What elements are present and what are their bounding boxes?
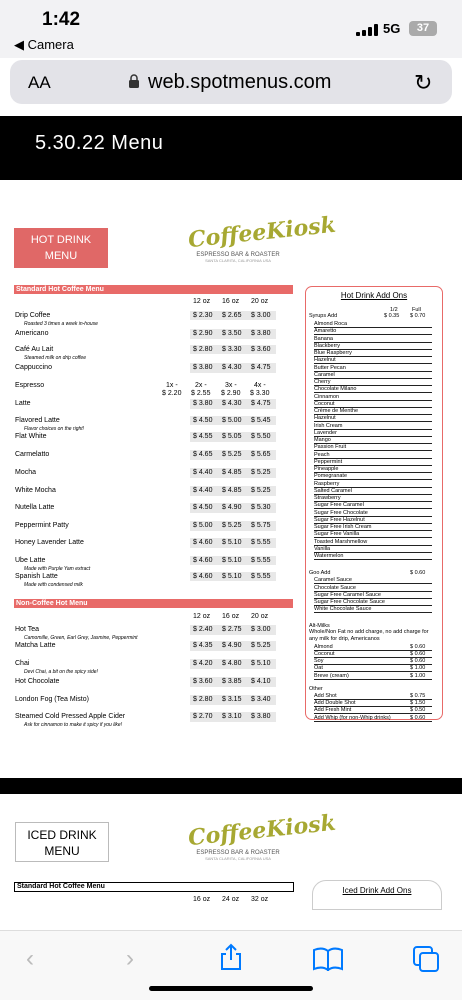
- menu-item-name: Steamed Cold Pressed Apple Cider: [15, 713, 126, 720]
- menu-item-note: Camomille, Green, Earl Grey, Jasmine, Peppermint: [24, 635, 138, 641]
- menu-item-price: $ 2.90: [193, 330, 213, 337]
- iced-drink-menu-label: ICED DRINK MENU: [15, 822, 109, 862]
- menu-item-price: $ 2.65: [222, 312, 242, 319]
- espresso-price: $ 3.30: [250, 390, 270, 397]
- menu-item-price: $ 5.25: [222, 522, 242, 529]
- half-label: 1/2: [390, 307, 398, 313]
- menu-item-price: $ 2.80: [193, 346, 213, 353]
- iced-size-1: 16 oz: [193, 896, 211, 903]
- menu-item-price: $ 2.30: [193, 312, 213, 319]
- menu-item-price: $ 4.40: [193, 469, 213, 476]
- syrup-option: Sugar Free Vanilla: [314, 531, 432, 538]
- share-icon[interactable]: [218, 943, 244, 971]
- iced-addons-title: Iced Drink Add Ons: [312, 880, 442, 910]
- syrup-option: Amaretto: [314, 328, 432, 335]
- menu-item-price: $ 2.40: [193, 626, 213, 633]
- other-name: Add Shot: [314, 692, 337, 699]
- menu-item-price: $ 3.30: [222, 346, 242, 353]
- alt-milk-row: [314, 651, 432, 658]
- alt-milk-row: [314, 665, 432, 672]
- menu-item-price: $ 3.80: [193, 364, 213, 371]
- menu-item-price: $ 3.15: [222, 696, 242, 703]
- hot-drink-menu-image: [0, 180, 462, 778]
- syrup-option: Coconut: [314, 401, 432, 408]
- logo-tagline-2: ESPRESSO BAR & ROASTER: [196, 850, 280, 856]
- noncoffee-menu-header: Non-Coffee Hot Menu: [14, 599, 293, 608]
- goo-option: Chocolate Sauce: [314, 585, 432, 592]
- menu-item-price: $ 4.50: [193, 417, 213, 424]
- coffee-kiosk-logo: [186, 211, 337, 280]
- syrup-half-price: $ 0.35: [384, 313, 400, 319]
- menu-item-price: $ 4.60: [193, 573, 213, 580]
- menu-item-name: Peppermint Patty: [15, 522, 69, 529]
- menu-item-name: Flat White: [15, 433, 47, 440]
- menu-item-price: $ 4.30: [222, 364, 242, 371]
- menu-item-note: Made with condensed milk: [24, 582, 83, 588]
- menu-item-price: $ 3.00: [251, 626, 271, 633]
- alt-milk-note: Whole/Non Fat no add charge, no add charge for any milk for drip, Americanos: [309, 628, 429, 642]
- hot-drink-addons: [305, 286, 443, 720]
- syrup-option: Irish Cream: [314, 423, 432, 430]
- size-header: 16 oz: [222, 613, 240, 620]
- menu-item-price: $ 5.10: [222, 573, 242, 580]
- menu-item-price: $ 4.60: [193, 557, 213, 564]
- syrup-option: Pineapple: [314, 466, 432, 473]
- alt-milk-price: $ 1.00: [410, 665, 426, 672]
- clock: 1:42: [42, 9, 81, 30]
- syrup-option: Almond Roca: [314, 321, 432, 328]
- menu-item-price: $ 3.40: [251, 696, 271, 703]
- menu-item-price: $ 5.10: [222, 539, 242, 546]
- espresso-price: $ 2.55: [191, 390, 211, 397]
- menu-item-name: Matcha Latte: [15, 642, 56, 649]
- other-price: $ 0.50: [410, 707, 426, 714]
- syrup-option: Peach: [314, 452, 432, 459]
- iced-standard-header: Standard Hot Coffee Menu: [14, 882, 294, 892]
- menu-item-price: $ 4.55: [193, 433, 213, 440]
- menu-item-note: Steamed milk on drip coffee: [24, 355, 86, 361]
- menu-item-note: Flavor choices on the right!: [24, 426, 85, 432]
- network-label: 5G: [383, 21, 401, 36]
- menu-item-price: $ 3.00: [251, 312, 271, 319]
- menu-item-price: $ 2.70: [193, 713, 213, 720]
- menu-item-price: $ 4.35: [193, 642, 213, 649]
- menu-item-price: $ 5.55: [251, 539, 271, 546]
- other-price: $ 0.60: [410, 714, 426, 721]
- espresso-price: $ 2.20: [162, 390, 182, 397]
- logo-wordmark-2: CoffeeKiosk: [186, 809, 337, 852]
- syrup-option: Chocolate Milano: [314, 386, 432, 393]
- menu-item-price: $ 4.20: [193, 660, 213, 667]
- section-divider: [0, 778, 462, 794]
- menu-item-name: Latte: [15, 400, 31, 407]
- menu-item-price: $ 4.90: [222, 504, 242, 511]
- goo-option: Sugar Free Chocolate Sauce: [314, 599, 432, 606]
- other-price: $ 1.50: [410, 700, 426, 706]
- menu-item-name: Honey Lavender Latte: [15, 539, 84, 546]
- syrups-header: Syrups Add: [309, 313, 338, 319]
- menu-item-price: $ 5.00: [193, 522, 213, 529]
- full-label: Full: [412, 307, 421, 313]
- syrup-option: Cinnamon: [314, 394, 432, 401]
- espresso-shot-label: 2x -: [195, 382, 207, 389]
- menu-item-name: Americano: [15, 330, 49, 337]
- syrup-option: Sugar Free Hazelnut: [314, 517, 432, 524]
- syrup-option: Sugar Free Chocolate: [314, 510, 432, 517]
- syrup-option: Raspberry: [314, 481, 432, 488]
- other-name: Add Fresh Mint: [314, 707, 352, 714]
- menu-item-price: $ 5.30: [251, 504, 271, 511]
- menu-item-price: $ 5.10: [251, 660, 271, 667]
- syrup-option: Caramel: [314, 372, 432, 379]
- coffee-kiosk-logo-2: [186, 809, 337, 878]
- menu-item-price: $ 5.25: [251, 642, 271, 649]
- menu-item-price: $ 4.90: [222, 642, 242, 649]
- other-row: [314, 715, 432, 722]
- menu-item-price: $ 4.60: [193, 539, 213, 546]
- menu-item-price: $ 3.50: [222, 330, 242, 337]
- back-to-camera-link[interactable]: ◀ Camera: [14, 37, 74, 52]
- menu-item-note: Made with Purple Yam extract: [24, 566, 91, 572]
- syrup-option: Toasted Marshmellow: [314, 539, 432, 546]
- alt-milk-name: Almond: [314, 643, 333, 650]
- espresso-shot-label: 4x -: [254, 382, 266, 389]
- battery-icon: 37: [409, 21, 437, 36]
- menu-item-name: Spanish Latte: [15, 573, 58, 580]
- menu-item-price: $ 5.25: [222, 451, 242, 458]
- url-text[interactable]: web.spotmenus.com: [148, 71, 332, 93]
- other-price: $ 0.75: [410, 692, 426, 699]
- menu-item-name: White Mocha: [15, 487, 56, 494]
- syrup-option: Banana: [314, 336, 432, 343]
- address-bar[interactable]: [10, 60, 452, 104]
- alt-milk-name: Oat: [314, 665, 323, 672]
- goo-option: Caramel Sauce: [314, 577, 432, 584]
- addons-title: Hot Drink Add Ons: [340, 291, 408, 300]
- alt-milk-row: [314, 644, 432, 651]
- home-indicator: [149, 986, 313, 991]
- menu-item-price: $ 3.60: [251, 346, 271, 353]
- menu-item-price: $ 5.45: [251, 417, 271, 424]
- reader-settings-button[interactable]: AA: [28, 73, 51, 92]
- alt-milk-name: Breve (cream): [314, 672, 349, 679]
- menu-item-price: $ 5.55: [251, 557, 271, 564]
- alt-milk-name: Soy: [314, 658, 324, 664]
- syrup-option: Strawberry: [314, 495, 432, 502]
- size-header: 12 oz: [193, 298, 211, 305]
- syrup-option: Peppermint: [314, 459, 432, 466]
- menu-item-name: Mocha: [15, 469, 37, 476]
- other-name: Add Double Shot: [314, 700, 356, 706]
- menu-item-price: $ 4.80: [222, 660, 242, 667]
- goo-header: Goo Add: [309, 570, 331, 577]
- page-banner: [0, 116, 462, 180]
- syrup-option: Butter Pecan: [314, 365, 432, 372]
- menu-item-name: Espresso: [15, 382, 45, 389]
- menu-item-price: $ 5.75: [251, 522, 271, 529]
- alt-milk-price: $ 0.60: [410, 650, 426, 657]
- menu-item-price: $ 5.25: [251, 487, 271, 494]
- standard-menu-header: Standard Hot Coffee Menu: [14, 285, 293, 294]
- espresso-price: $ 2.90: [221, 390, 241, 397]
- menu-item-name: Nutella Latte: [15, 504, 55, 511]
- alt-milk-row: [314, 673, 432, 680]
- goo-option: Sugar Free Caramel Sauce: [314, 592, 432, 599]
- size-header: 16 oz: [222, 298, 240, 305]
- iced-size-3: 32 oz: [251, 896, 269, 903]
- alt-milk-header: Alt-Milks: [309, 622, 330, 629]
- menu-item-price: $ 2.75: [222, 626, 242, 633]
- syrup-option: Hazelnut: [314, 415, 432, 422]
- lock-icon: [128, 74, 140, 88]
- menu-item-price: $ 3.10: [222, 713, 242, 720]
- goo-option: White Chocolate Sauce: [314, 606, 432, 613]
- syrup-option: Blackberry: [314, 343, 432, 350]
- alt-milk-price: $ 0.60: [410, 643, 426, 650]
- logo-location-2: SANTA CLARITA, CALIFORNIA USA: [205, 856, 271, 861]
- menu-item-price: $ 3.60: [193, 678, 213, 685]
- alt-milk-price: $ 1.00: [410, 672, 426, 679]
- syrup-option: Vanilla: [314, 546, 432, 553]
- syrup-option: Pomegranate: [314, 473, 432, 480]
- menu-item-price: $ 4.75: [251, 400, 271, 407]
- syrup-option: Mango: [314, 437, 432, 444]
- signal-icon: [356, 24, 378, 36]
- menu-item-price: $ 3.80: [251, 330, 271, 337]
- syrup-option: Sugar Free Caramel: [314, 502, 432, 509]
- syrup-option: Crème de Menthe: [314, 408, 432, 415]
- menu-item-price: $ 4.30: [222, 400, 242, 407]
- menu-item-price: $ 3.85: [222, 678, 242, 685]
- other-row: [314, 700, 432, 707]
- menu-item-name: Ube Latte: [15, 557, 46, 564]
- menu-item-price: $ 3.80: [193, 400, 213, 407]
- logo-wordmark: CoffeeKiosk: [186, 211, 337, 254]
- alt-milk-price: $ 0.60: [410, 658, 426, 664]
- menu-item-name: Hot Chocolate: [15, 678, 60, 685]
- hot-drink-menu-label: HOT DRINK MENU: [14, 228, 108, 268]
- menu-item-price: $ 4.85: [222, 469, 242, 476]
- syrup-option: Blue Raspberry: [314, 350, 432, 357]
- menu-item-name: Hot Tea: [15, 626, 39, 633]
- espresso-shot-label: 1x -: [166, 382, 178, 389]
- menu-item-price: $ 5.65: [251, 451, 271, 458]
- size-header: 20 oz: [251, 298, 269, 305]
- menu-item-price: $ 4.65: [193, 451, 213, 458]
- menu-item-name: Cappuccino: [15, 364, 52, 371]
- menu-item-price: $ 4.75: [251, 364, 271, 371]
- syrup-option: Lavender: [314, 430, 432, 437]
- menu-item-name: Carmelatto: [15, 451, 50, 458]
- menu-item-name: London Fog (Tea Misto): [15, 696, 89, 703]
- menu-item-name: Drip Coffee: [15, 312, 51, 319]
- syrup-option: Sugar Free Irish Cream: [314, 524, 432, 531]
- syrup-option: Passion Fruit: [314, 444, 432, 451]
- menu-item-price: $ 3.80: [251, 713, 271, 720]
- menu-item-name: Chai: [15, 660, 30, 667]
- alt-milk-name: Coconut: [314, 650, 335, 657]
- status-bar: [0, 0, 462, 58]
- menu-item-price: $ 5.50: [251, 433, 271, 440]
- syrup-option: Hazelnut: [314, 357, 432, 364]
- bookmarks-icon[interactable]: [312, 947, 344, 971]
- size-header: 20 oz: [251, 613, 269, 620]
- menu-item-price: $ 4.85: [222, 487, 242, 494]
- menu-item-price: $ 4.10: [251, 678, 271, 685]
- iced-size-2: 24 oz: [222, 896, 240, 903]
- menu-item-name: Flavored Latte: [15, 417, 60, 424]
- menu-item-note: Ask for cinnamon to make it spicy if you like!: [24, 722, 123, 728]
- menu-item-note: Roasted 3 times a week in-house: [24, 321, 98, 327]
- menu-item-price: $ 5.00: [222, 417, 242, 424]
- size-header: 12 oz: [193, 613, 211, 620]
- other-row: [314, 707, 432, 714]
- logo-location: SANTA CLARITA, CALIFORNIA USA: [205, 258, 271, 263]
- syrup-full-price: $ 0.70: [410, 313, 426, 319]
- menu-item-price: $ 4.40: [193, 487, 213, 494]
- espresso-shot-label: 3x -: [225, 382, 237, 389]
- other-row: [314, 693, 432, 700]
- menu-item-name: Café Au Lait: [15, 346, 54, 353]
- reload-icon[interactable]: ↻: [414, 70, 433, 95]
- syrup-option: Watermelon: [314, 553, 432, 560]
- logo-tagline: ESPRESSO BAR & ROASTER: [196, 252, 280, 258]
- forward-icon[interactable]: ›: [126, 945, 134, 972]
- syrup-option: Cherry: [314, 379, 432, 386]
- goo-price: $ 0.60: [410, 570, 426, 577]
- other-header: Other: [309, 685, 323, 692]
- syrup-option: Salted Caramel: [314, 488, 432, 495]
- menu-item-price: $ 5.10: [222, 557, 242, 564]
- menu-item-price: $ 5.05: [222, 433, 242, 440]
- menu-item-price: $ 5.55: [251, 573, 271, 580]
- back-icon[interactable]: ‹: [26, 945, 34, 972]
- page-title: 5.30.22 Menu: [35, 132, 164, 154]
- menu-item-price: $ 4.50: [193, 504, 213, 511]
- menu-item-price: $ 5.25: [251, 469, 271, 476]
- tabs-icon[interactable]: [412, 945, 440, 973]
- iced-drink-menu-image: [0, 794, 462, 940]
- menu-item-note: Devi Chai, a bit on the spicy side!: [24, 669, 98, 675]
- alt-milk-row: [314, 658, 432, 665]
- other-name: Add Whip (for non-Whip drinks): [314, 714, 391, 721]
- menu-item-price: $ 2.80: [193, 696, 213, 703]
